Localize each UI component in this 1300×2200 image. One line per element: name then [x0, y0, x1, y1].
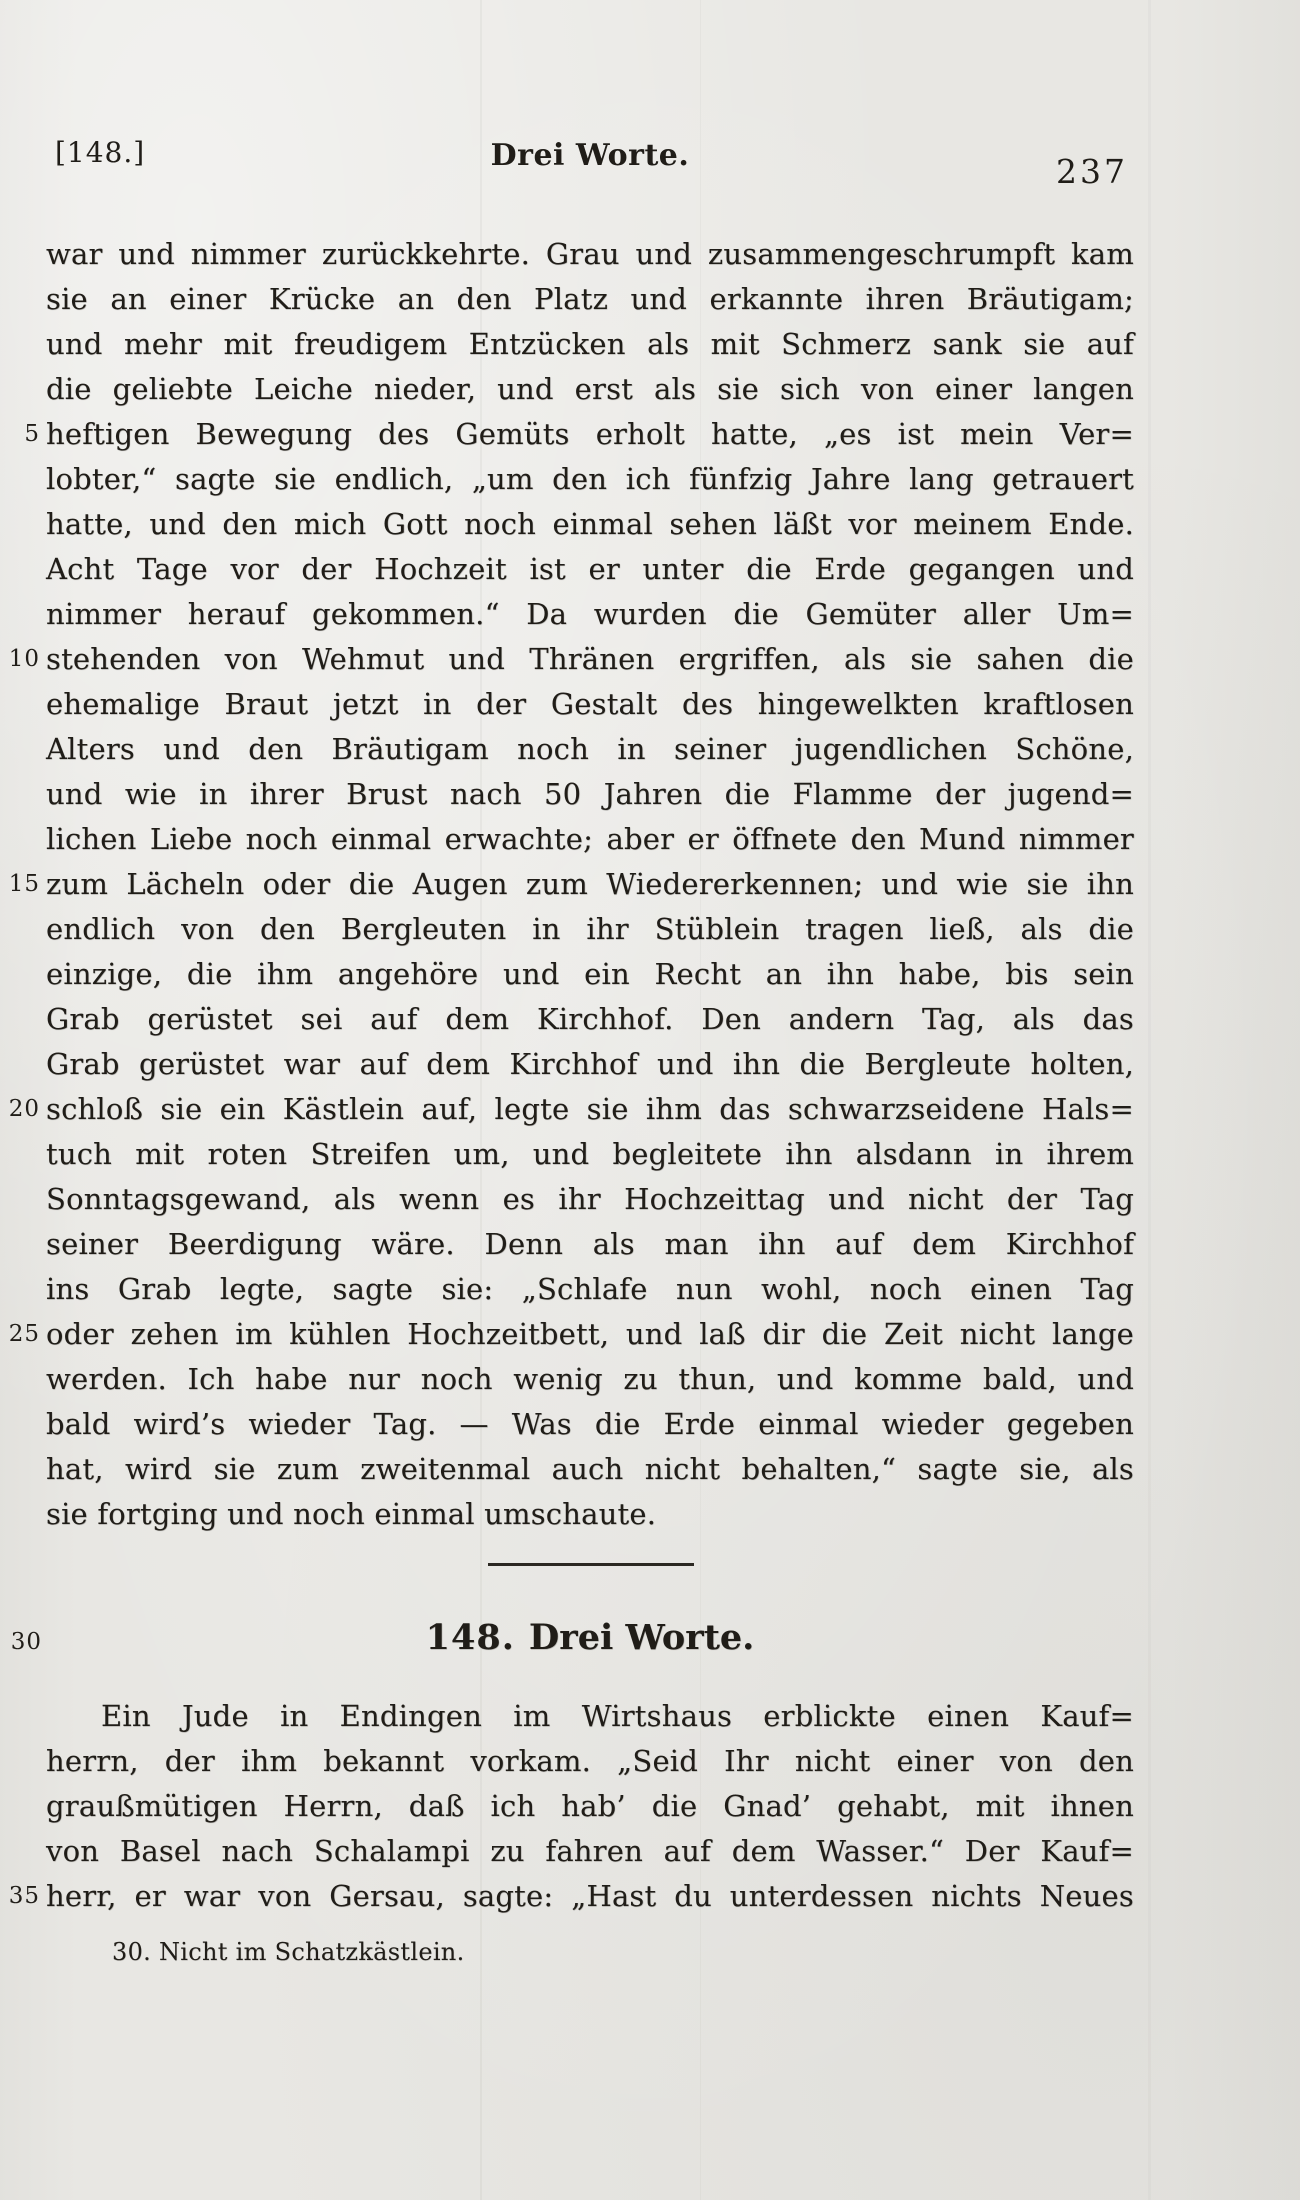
paragraph-story-148 [8, 1694, 1134, 1919]
text-line-content: lichen Liebe noch einmal erwachte; aber er öffnete den Mund nimmer [46, 822, 1134, 856]
text-line [46, 1447, 1134, 1492]
text-line-content: nimmer herauf gekommen.“ Da wurden die Gemüter aller Um= [46, 597, 1134, 631]
text-line-content: oder zehen im kühlen Hochzeitbett, und laß dir die Zeit nicht lange [46, 1317, 1134, 1351]
text-line [46, 727, 1134, 772]
text-line [46, 1357, 1134, 1402]
text-line [24, 412, 1134, 457]
line-number: 10 [8, 646, 40, 672]
page-number: 237 [1056, 152, 1128, 191]
text-line-content: herrn, der ihm bekannt vorkam. „Seid Ihr nicht einer von den [46, 1744, 1134, 1778]
text-line [46, 232, 1134, 277]
text-line-content: herr, er war von Gersau, sagte: „Hast du unterdessen nichts Neues [46, 1879, 1134, 1913]
text-line [46, 1492, 1134, 1537]
text-line [46, 1177, 1134, 1222]
text-line [46, 682, 1134, 727]
text-line [46, 592, 1134, 637]
text-line [46, 1132, 1134, 1177]
text-line-content: Grab gerüstet war auf dem Kirchhof und ihn die Bergleute holten, [46, 1047, 1134, 1081]
scan-streak [1148, 0, 1151, 2200]
text-line-content: Sonntagsgewand, als wenn es ihr Hochzeittag und nicht der Tag [46, 1182, 1134, 1216]
line-number: 20 [8, 1096, 40, 1122]
text-line [46, 907, 1134, 952]
text-line-content: von Basel nach Schalampi zu fahren auf dem Wasser.“ Der Kauf= [46, 1834, 1134, 1868]
section-title: Drei Worte. [528, 1617, 755, 1658]
text-line [46, 1267, 1134, 1312]
text-line [46, 1402, 1134, 1447]
section-divider [488, 1563, 694, 1566]
text-line [8, 1312, 1134, 1357]
footnote-text: 30. Nicht im Schatzkästlein. [112, 1938, 465, 1966]
text-line [46, 952, 1134, 997]
paragraph-story-147 [8, 232, 1134, 1537]
text-line [8, 862, 1134, 907]
text-line-content: graußmütigen Herrn, daß ich hab’ die Gnad’ gehabt, mit ihnen [46, 1789, 1134, 1823]
text-line [46, 997, 1134, 1042]
text-line-content: schloß sie ein Kästlein auf, legte sie ihm das schwarzseidene Hals= [46, 1092, 1134, 1126]
text-line-content: endlich von den Bergleuten in ihr Stüblein tragen ließ, als die [46, 912, 1134, 946]
line-number: 30 [10, 1629, 42, 1655]
text-line [46, 457, 1134, 502]
text-line [46, 772, 1134, 817]
text-line [46, 502, 1134, 547]
text-line [46, 1784, 1134, 1829]
text-line [46, 817, 1134, 862]
text-line-content: und wie in ihrer Brust nach 50 Jahren die Flamme der jugend= [46, 777, 1134, 811]
text-line-content: einzige, die ihm angehöre und ein Recht an ihn habe, bis sein [46, 957, 1134, 991]
text-line-content: die geliebte Leiche nieder, und erst als sie sich von einer langen [46, 372, 1134, 406]
running-title: Drei Worte. [490, 138, 690, 173]
text-line-content: hatte, und den mich Gott noch einmal sehen läßt vor meinem Ende. [46, 507, 1134, 541]
line-number: 35 [8, 1883, 40, 1909]
text-line-content: stehenden von Wehmut und Thränen ergriffen, als sie sahen die [46, 642, 1134, 676]
text-line-content: seiner Beerdigung wäre. Denn als man ihn auf dem Kirchhof [46, 1227, 1134, 1261]
text-line-content: heftigen Bewegung des Gemüts erholt hatte, „es ist mein Ver= [46, 417, 1134, 451]
text-line-content: lobter,“ sagte sie endlich, „um den ich fünfzig Jahre lang getrauert [46, 462, 1134, 496]
text-line [8, 637, 1134, 682]
text-line [46, 367, 1134, 412]
text-line-content: Ein Jude in Endingen im Wirtshaus erblickte einen Kauf= [101, 1699, 1134, 1733]
text-line-content: Acht Tage vor der Hochzeit ist er unter die Erde gegangen und [46, 552, 1134, 586]
text-line-content: werden. Ich habe nur noch wenig zu thun, und komme bald, und [46, 1362, 1134, 1396]
text-line [46, 1222, 1134, 1267]
text-line [46, 1829, 1134, 1874]
section-number: 148. [425, 1617, 515, 1658]
section-heading [10, 1614, 1134, 1662]
text-line-content: Alters und den Bräutigam noch in seiner jugendlichen Schöne, [46, 732, 1134, 766]
text-line [46, 322, 1134, 367]
text-line [46, 277, 1134, 322]
text-line-content: hat, wird sie zum zweitenmal auch nicht behalten,“ sagte sie, als [46, 1452, 1134, 1486]
text-line [46, 1042, 1134, 1087]
text-line-content: ins Grab legte, sagte sie: „Schlafe nun wohl, noch einen Tag [46, 1272, 1134, 1306]
text-line-content: sie an einer Krücke an den Platz und erkannte ihren Bräutigam; [46, 282, 1134, 316]
text-line [8, 1087, 1134, 1132]
text-line-content: tuch mit roten Streifen um, und begleitete ihn alsdann in ihrem [46, 1137, 1134, 1171]
text-line-content: Grab gerüstet sei auf dem Kirchhof. Den andern Tag, als das [46, 1002, 1134, 1036]
footnote [112, 1938, 465, 1966]
line-number: 15 [8, 871, 40, 897]
text-line [46, 1739, 1134, 1784]
text-line-content: ehemalige Braut jetzt in der Gestalt des hingewelkten kraftlosen [46, 687, 1134, 721]
line-number: 25 [8, 1321, 40, 1347]
text-line [8, 1874, 1134, 1919]
header-story-marker: [148.] [55, 136, 146, 169]
text-line-content: und mehr mit freudigem Entzücken als mit Schmerz sank sie auf [46, 327, 1134, 361]
text-line [46, 547, 1134, 592]
text-line-content: bald wird’s wieder Tag. — Was die Erde einmal wieder gegeben [46, 1407, 1134, 1441]
text-line-content: sie fortging und noch einmal umschaute. [46, 1497, 657, 1531]
text-line [46, 1694, 1134, 1739]
text-line-content: war und nimmer zurückkehrte. Grau und zusammengeschrumpft kam [46, 237, 1134, 271]
text-line-content: zum Lächeln oder die Augen zum Wiedererkennen; und wie sie ihn [46, 867, 1134, 901]
line-number: 5 [24, 421, 40, 447]
